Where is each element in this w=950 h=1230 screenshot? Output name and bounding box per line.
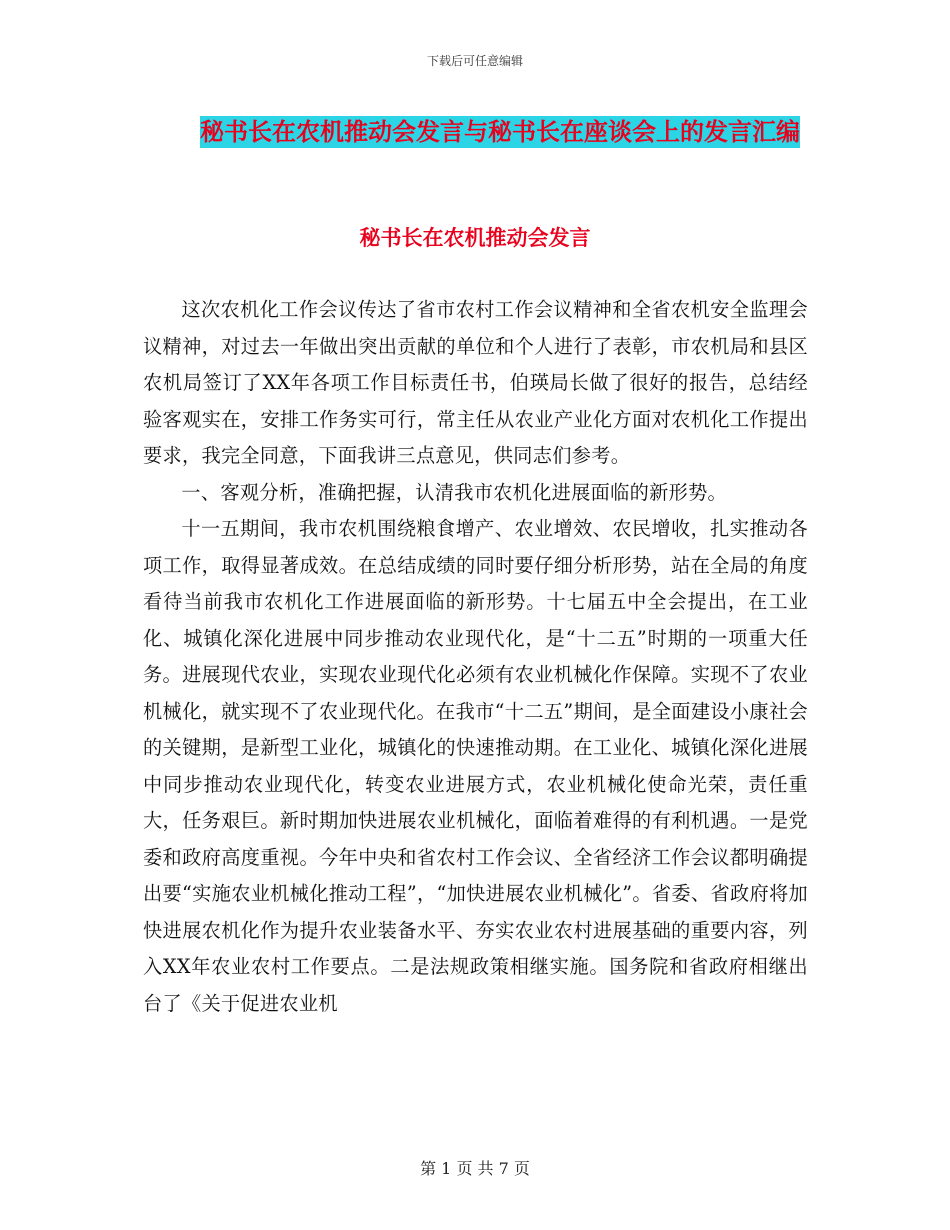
- paragraph: 十一五期间，我市农机围绕粮食增产、农业增效、农民增收，扎实推动各项工作，取得显著成效。在总结成绩的同时要仔细分析形势，站在全局的角度看待当前我市农机化工作进展面临的新形势。十七届五中全会提出，在工业化、城镇化深化进展中同步推动农业现代化，是“十二五”时期的一项重大任务。进展现代农业，实现农业现代化必须有农业机械化作保障。实现不了农业机械化，就实现不了农业现代化。在我市“十二五”期间，是全面建设小康社会的关键期，是新型工业化，城镇化的快速推动期。在工业化、城镇化深化进展中同步推动农业现代化，转变农业进展方式，农业机械化使命光荣，责任重大，任务艰巨。新时期加快进展农业机械化，面临着难得的有利机遇。一是党委和政府高度重视。今年中央和省农村工作会议、全省经济工作会议都明确提出要“实施农业机械化推动工程”，“加快进展农业机械化”。省委、省政府将加快进展农机化作为提升农业装备水平、夯实农业农村进展基础的重要内容，列入XX年农业农村工作要点。二是法规政策相继实施。国务院和省政府相继出台了《关于促进农业机: [143, 517, 808, 1015]
- document-title: [150, 111, 850, 153]
- paragraph: 这次农机化工作会议传达了省市农村工作会议精神和全省农机安全监理会议精神，对过去一年做出突出贡献的单位和个人进行了表彰，市农机局和县区农机局签订了XX年各项工作目标责任书，伯瑛局长做了很好的报告，总结经验客观实在，安排工作务实可行，常主任从农业产业化方面对农机化工作提出要求，我完全同意，下面我讲三点意见，供同志们参考。: [143, 298, 808, 467]
- header-note: 下载后可任意编辑: [426, 54, 523, 68]
- document-title-text: 秘书长在农机推动会发言与秘书长在座谈会上的发言汇编: [200, 118, 800, 146]
- section-title: 秘书长在农机推动会发言: [359, 226, 591, 250]
- page-footer: 第 1 页 共 7 页: [420, 1159, 530, 1178]
- paragraph: 一、客观分析，准确把握，认清我市农机化进展面临的新形势。: [181, 480, 728, 504]
- body-text: [143, 292, 808, 1022]
